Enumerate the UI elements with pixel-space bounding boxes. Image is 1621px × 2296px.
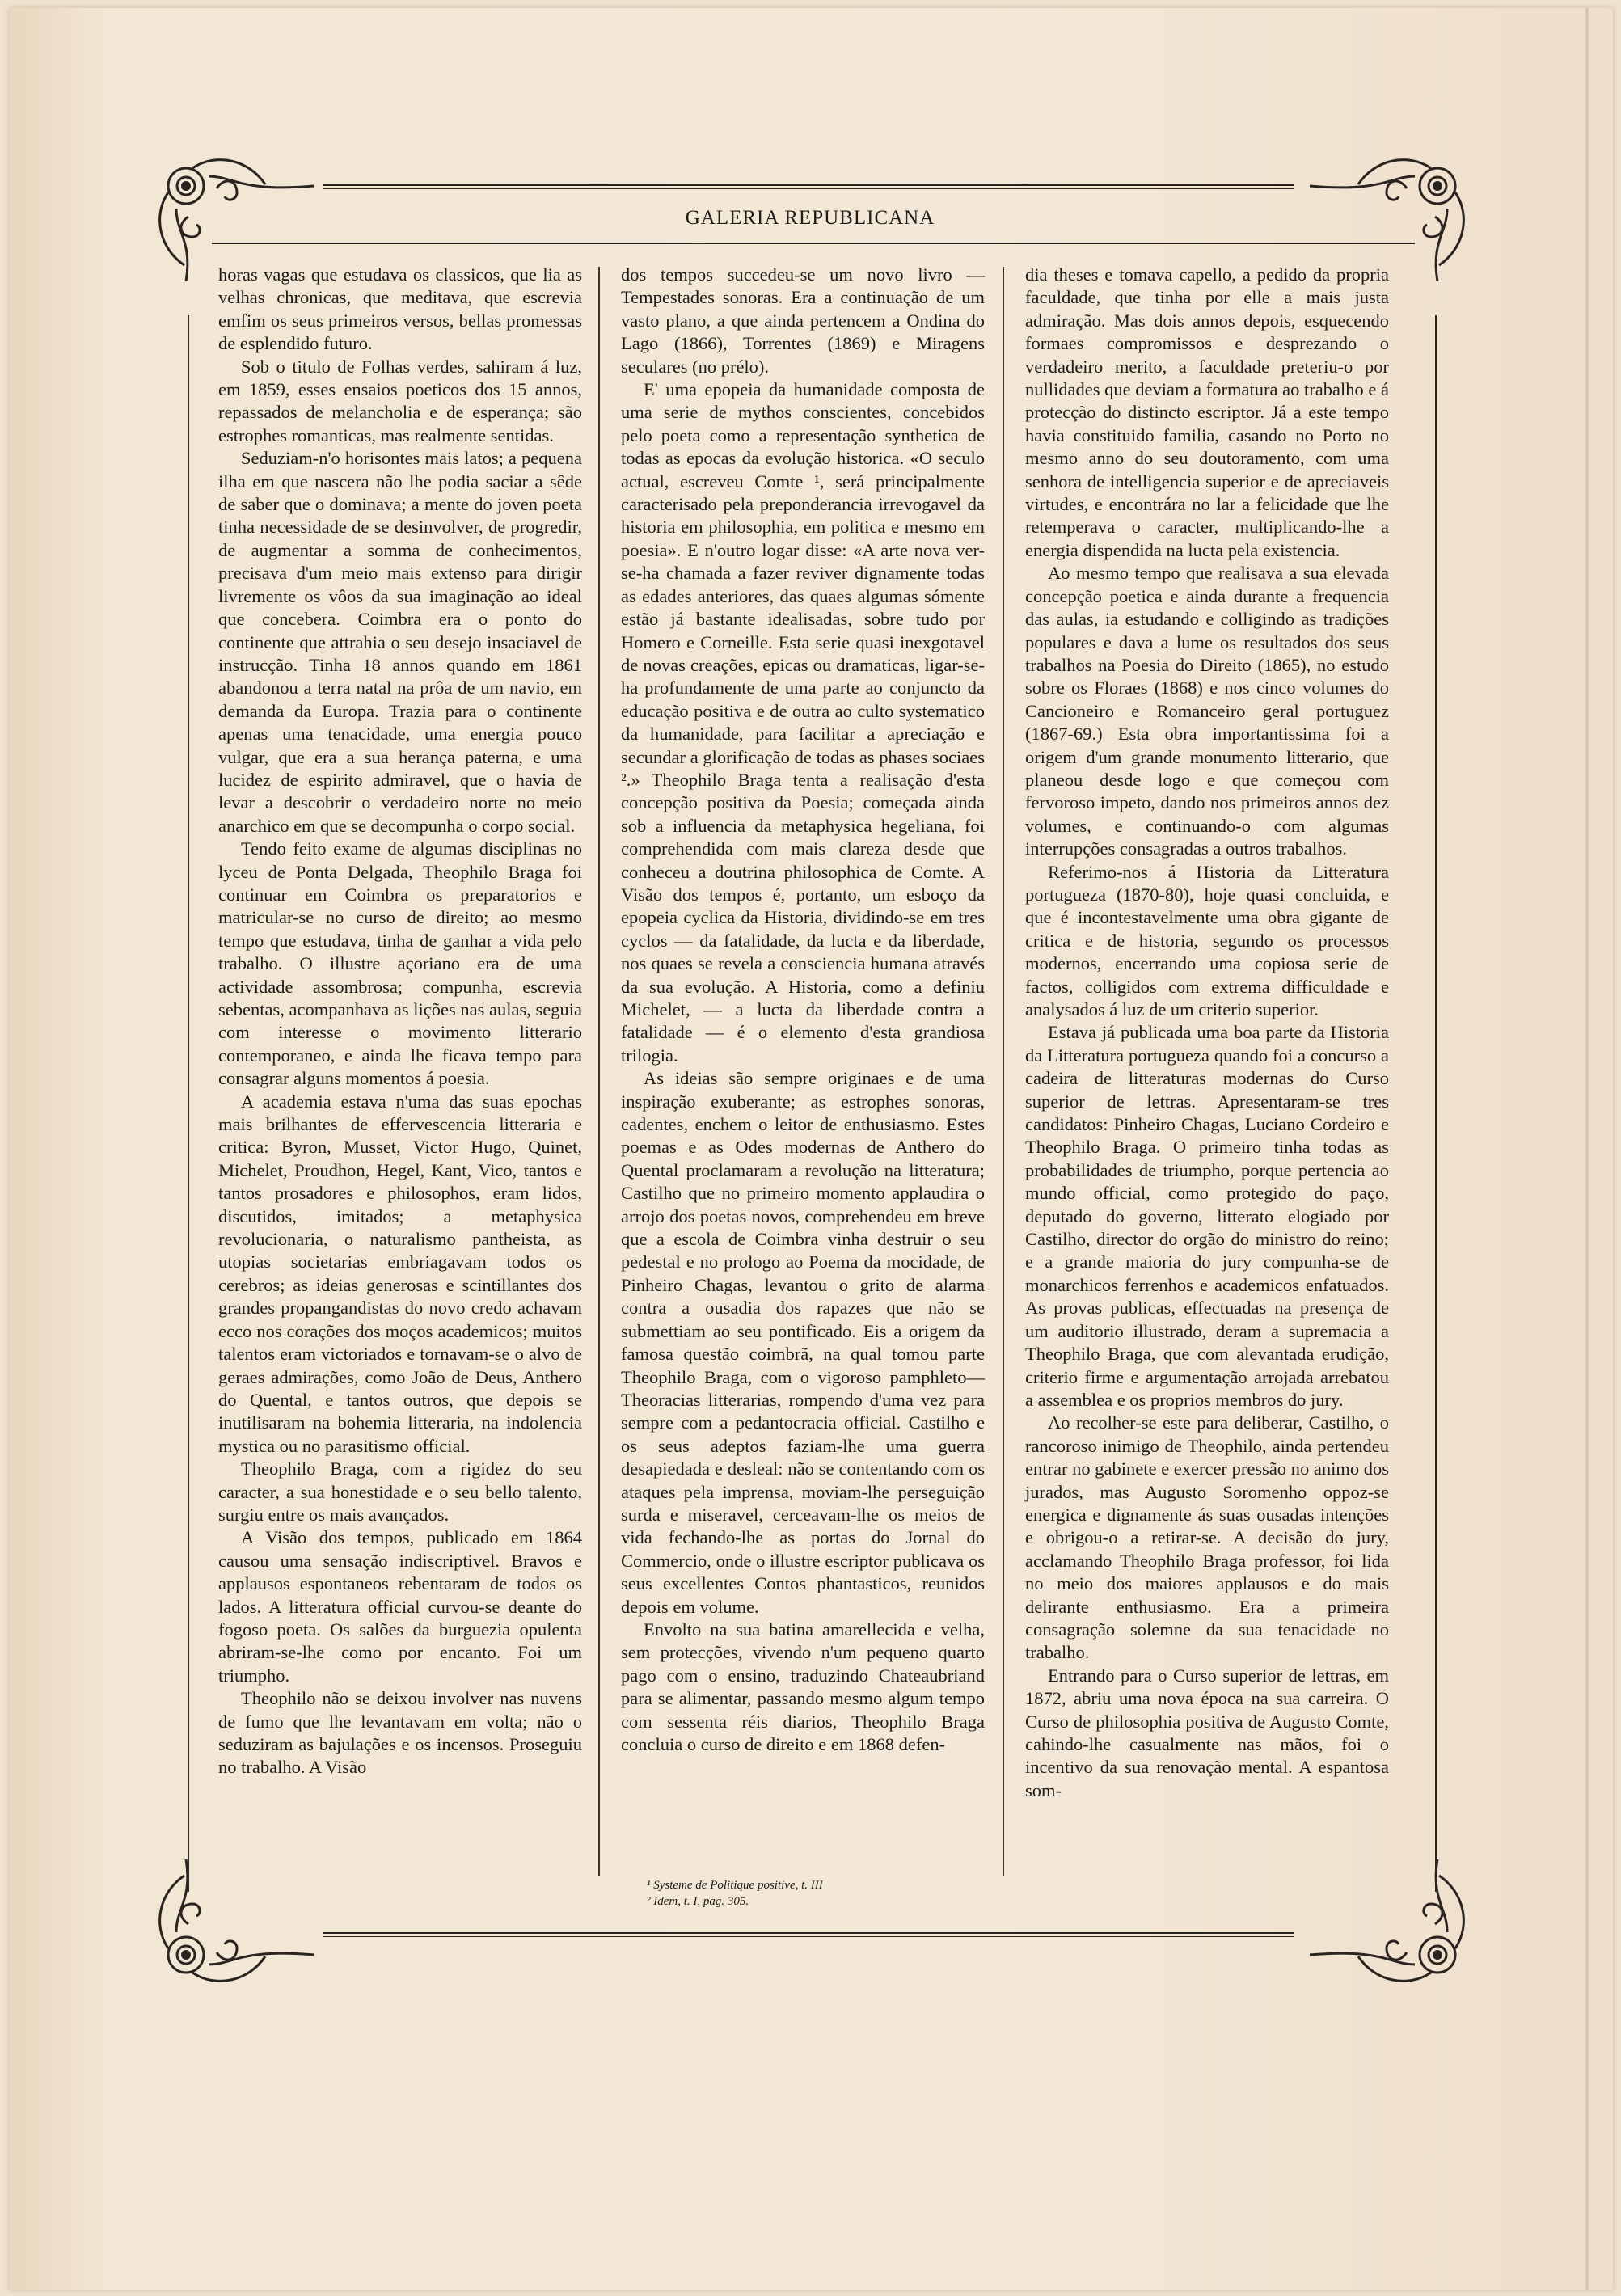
frame-bottom-line-inner bbox=[323, 1936, 1294, 1937]
paragraph: A academia estava n'uma das suas epochas mais brilhantes de effervescencia litteraria e critica: Byron, Musset, Victor Hugo, Quinet, Michelet, Proudhon, Hegel, Kant, Vico, tantos e tantos prosadores e philosophos, eram lidos, discutidos, imitados; a metaphysica revolucionaria, o naturalismo pantheista, as utopias societarias embriagavam todos os cerebros; as ideias generosas e scintillantes dos grandes propangandistas do novo credo achavam ecco nos corações dos moços academicos; muitos talentos eram victoriados e tornavam-se o alvo de geraes admirações, como João de Deus, Anthero do Quental, e tantos outros, que depois se inutilisaram na bohemia litteraria, na indolencia mystica ou no parasitismo official. bbox=[218, 1091, 582, 1456]
paragraph: Referimo-nos á Historia da Litteratura portugueza (1870-80), hoje quasi concluida, e que é incontestavelmente uma obra gigante de critica e de historia, segundo os processos modernos, encerrando uma copiosa serie de factos, colligidos com extrema difficuldade e analysados á luz de um criterio superior. bbox=[1025, 861, 1389, 1019]
frame-left-line bbox=[188, 315, 189, 1892]
footnote-2: ² Idem, t. I, pag. 305. bbox=[647, 1895, 749, 1908]
paragraph: Sob o titulo de Folhas verdes, sahiram á luz, em 1859, esses ensaios poeticos dos 15 annos, repassados de melancholia e de esperança; são estrophes romanticas, mas realmente sentidas. bbox=[218, 356, 582, 445]
header-rule bbox=[212, 243, 1415, 244]
frame-right-line bbox=[1435, 315, 1437, 1892]
paragraph: Theophilo Braga, com a rigidez do seu caracter, a sua honestidade e o seu bello talento, surgiu entre os mais avançados. bbox=[218, 1458, 582, 1525]
paragraph: A Visão dos tempos, publicado em 1864 causou uma sensação indiscriptivel. Bravos e applausos espontaneos rebentaram de todos os lados. A litteratura official curvou-se deante do fogoso poeta. Os salões da burguezia opulenta abriram-se-lhe como por encanto. Foi um triumpho. bbox=[218, 1527, 582, 1686]
text-column-2 bbox=[621, 264, 985, 1897]
paragraph: horas vagas que estudava os classicos, que lia as velhas chronicas, que meditava, que escrevia emfim os seus primeiros versos, bellas promessas de esplendido futuro. bbox=[218, 264, 582, 354]
paragraph: Entrando para o Curso superior de lettras, em 1872, abriu uma nova época na sua carreira. O Curso de philosophia positiva de Augusto Comte, cahindo-lhe casualmente nas mãos, foi o incentivo da sua renovação mental. A espantosa som- bbox=[1025, 1665, 1389, 1800]
column-rule bbox=[1003, 267, 1004, 1876]
column-rule bbox=[598, 267, 600, 1876]
frame-bottom-line bbox=[323, 1932, 1294, 1934]
text-column-3 bbox=[1025, 264, 1389, 1897]
paragraph: Estava já publicada uma boa parte da Historia da Litteratura portugueza quando foi a concurso a cadeira de litteraturas modernas do Curso superior de lettras. Apresentaram-se tres candidatos: Pinheiro Chagas, Luciano Cordeiro e Theophilo Braga. O primeiro tinha todas as probabilidades de triumpho, porque pertencia ao mundo official, como protegido do paço, deputado do governo, litterato elogiado por Castilho, director do orgão do ministro do reino; e a grande maioria do jury compunha-se de monarchicos ferrenhos e academicos enfatuados. As provas publicas, effectuadas na presença de um auditorio illustrado, deram a supremacia a Theophilo Braga, que com alevantada erudição, criterio firme e argumentação arrojada arrebatou a assemblea e os proprios membros do jury. bbox=[1025, 1022, 1389, 1410]
paper-fold bbox=[1585, 8, 1589, 2290]
paragraph: Ao recolher-se este para deliberar, Castilho, o rancoroso inimigo de Theophilo, ainda pertendeu entrar no gabinete e exercer pressão no animo dos jurados, mas Augusto Soromenho oppoz-se energica e dignamente ás suas ousadas intenções e obrigou-o a retirar-se. A decisão do jury, acclamando Theophilo Braga professor, foi lida no meio dos maiores applausos e do mais delirante enthusiasmo. Era a primeira consagração solemne da sua tenacidade no trabalho. bbox=[1025, 1412, 1389, 1663]
paragraph: Theophilo não se deixou involver nas nuvens de fumo que lhe levantavam em volta; não o seduziram as bajulações e os incensos. Proseguiu no trabalho. A Visão bbox=[218, 1688, 582, 1778]
paragraph: Envolto na sua batina amarellecida e velha, sem protecções, vivendo n'um pequeno quarto pago com o ensino, traduzindo Chateaubriand para se alimentar, passando mesmo algum tempo com sessenta réis diarios, Theophilo Braga concluia o curso de direito e em 1868 defen- bbox=[621, 1619, 985, 1754]
paragraph: As ideias são sempre originaes e de uma inspiração exuberante; as estrophes sonoras, cadentes, enchem o leitor de enthusiasmo. Estes poemas e as Odes modernas de Anthero do Quental proclamaram a revolução na litteratura; Castilho que no primeiro momento applaudira o arrojo dos poetas novos, comprehendeu em breve que a escola de Coimbra vinha destruir o seu pedestal e no prologo ao Poema da mocidade, de Pinheiro Chagas, levantou o grito de alarma contra a ousadia dos rapazes que não se submettiam ao seu pontificado. Eis a origem da famosa questão coimbrã, na qual tomou parte Theophilo Braga, com o vigoroso pamphleto—Theoracias litterarias, rompendo d'uma vez para sempre com a pedantocracia official. Castilho e os seus adeptos faziam-lhe uma guerra desapiedada e desleal: não se contentando com os ataques pela imprensa, moviam-lhe perseguição surda e miseravel, cerceavam-lhe os meios de vida fechando-lhe as portas do Jornal do Commercio, onde o illustre escriptor publicava os seus excellentes Contos phantasticos, reunidos depois em volume. bbox=[621, 1068, 985, 1617]
footnotes bbox=[647, 1877, 986, 1910]
paragraph: Seduziam-n'o horisontes mais latos; a pequena ilha em que nascera não lhe podia saciar a sêde de saber que o dominava; a mente do joven poeta tinha necessidade de se desinvolver, de progredir, de augmentar a somma de conhecimentos, precisava d'um meio mais extenso para dirigir livremente os vôos da sua imaginação ao ideal que concebera. Coimbra era o ponto do continente que attrahia o seu desejo insaciavel de instrucção. Tinha 18 annos quando em 1861 abandonou a terra natal na prôa de um navio, em demanda da Europa. Trazia para o continente apenas uma tenacidade, uma energia pouco vulgar, que era a sua herança paterna, e uma lucidez de espirito admiravel, que o havia de levar a descobrir o verdadeiro norte no meio anarchico em que se decompunha o corpo social. bbox=[218, 448, 582, 836]
text-column-1 bbox=[218, 264, 582, 1897]
page-header: GALERIA REPUBLICANA bbox=[685, 207, 935, 229]
paragraph: dos tempos succedeu-se um novo livro — Tempestades sonoras. Era a continuação de um vasto plano, a que ainda pertencem a Ondina do Lago (1866), Torrentes (1869) e Miragens seculares (no prélo). bbox=[621, 264, 985, 377]
paragraph: E' uma epopeia da humanidade composta de uma serie de mythos conscientes, concebidos pelo poeta como a representação synthetica de todas as epocas da evolução historica. «O seculo actual, escreveu Comte ¹, será principalmente caracterisado pela preponderancia irrevogavel da historia em philosophia, em politica e mesmo em poesia». E n'outro logar disse: «A arte nova ver-se-ha chamada a fazer reviver dignamente todas as edades anteriores, das quaes algumas sómente estão já bastante idealisadas, sobre tudo por Homero e Corneille. Esta serie quasi inexgotavel de novas creações, epicas ou dramaticas, ligar-se-ha profundamente de uma parte ao conjuncto da educação positiva e de outra ao culto systematico da humanidade, para facilitar a apreciação e secundar a glorificação de todas as phases sociaes ².» Theophilo Braga tenta a realisação d'esta concepção positiva da Poesia; começada ainda sob a influencia da metaphysica hegeliana, foi comprehendida com mais clareza desde que conheceu a doutrina philosophica de Comte. A Visão dos tempos é, portanto, um esboço da epopeia cyclica da Historia, dividindo-se em tres cyclos — da fatalidade, da lucta e da liberdade, nos quaes se revela a consciencia humana através da sua evolução. A Historia, como a definiu Michelet, — a lucta da liberdade contra a fatalidade — é o elemento d'esta grandiosa trilogia. bbox=[621, 379, 985, 1066]
footnote-1: ¹ Systeme de Politique positive, t. III bbox=[647, 1879, 823, 1892]
frame-top-line-inner bbox=[323, 188, 1294, 189]
frame-top-line bbox=[323, 184, 1294, 186]
paragraph: Ao mesmo tempo que realisava a sua elevada concepção poetica e ainda durante a frequencia das aulas, ia estudando e colligindo as tradições populares e dava a lume os resultados dos seus trabalhos na Poesia do Direito (1865), no estudo sobre os Floraes (1868) e nos cinco volumes do Cancioneiro e Romanceiro geral portuguez (1867-69.) Esta obra importantissima foi a origem d'um grande monumento litterario, que planeou desde logo e que começou com fervoroso impeto, dando nos primeiros annos dez volumes, e continuando-o com algumas interrupções consagradas a outros trabalhos. bbox=[1025, 563, 1389, 859]
paragraph: Tendo feito exame de algumas disciplinas no lyceu de Ponta Delgada, Theophilo Braga foi continuar em Coimbra os preparatorios e matricular-se no curso de direito; ao mesmo tempo que estudava, tinha de ganhar a vida pelo trabalho. O illustre açoriano era de uma actividade assombrosa; compunha, escrevia sebentas, acompanhava as lições nas aulas, seguia com interesse o movimento litterario contemporaneo, e ainda lhe ficava tempo para consagrar alguns momentos á poesia. bbox=[218, 838, 582, 1089]
paragraph: dia theses e tomava capello, a pedido da propria faculdade, que tinha por elle a mais justa admiração. Mas dois annos depois, esquecendo formaes compromissos e desprezando o verdadeiro merito, a faculdade preteriu-o por nullidades que deviam a formatura ao trabalho e á protecção do distincto escriptor. Já a este tempo havia constituido familia, casando no Porto no mesmo anno do seu doutoramento, com uma senhora de intelligencia superior e de apreciaveis virtudes, e encontrára no lar a felicidade que lhe retemperava o caracter, multiplicando-lhe a energia dispendida na lucta pela existencia. bbox=[1025, 264, 1389, 560]
